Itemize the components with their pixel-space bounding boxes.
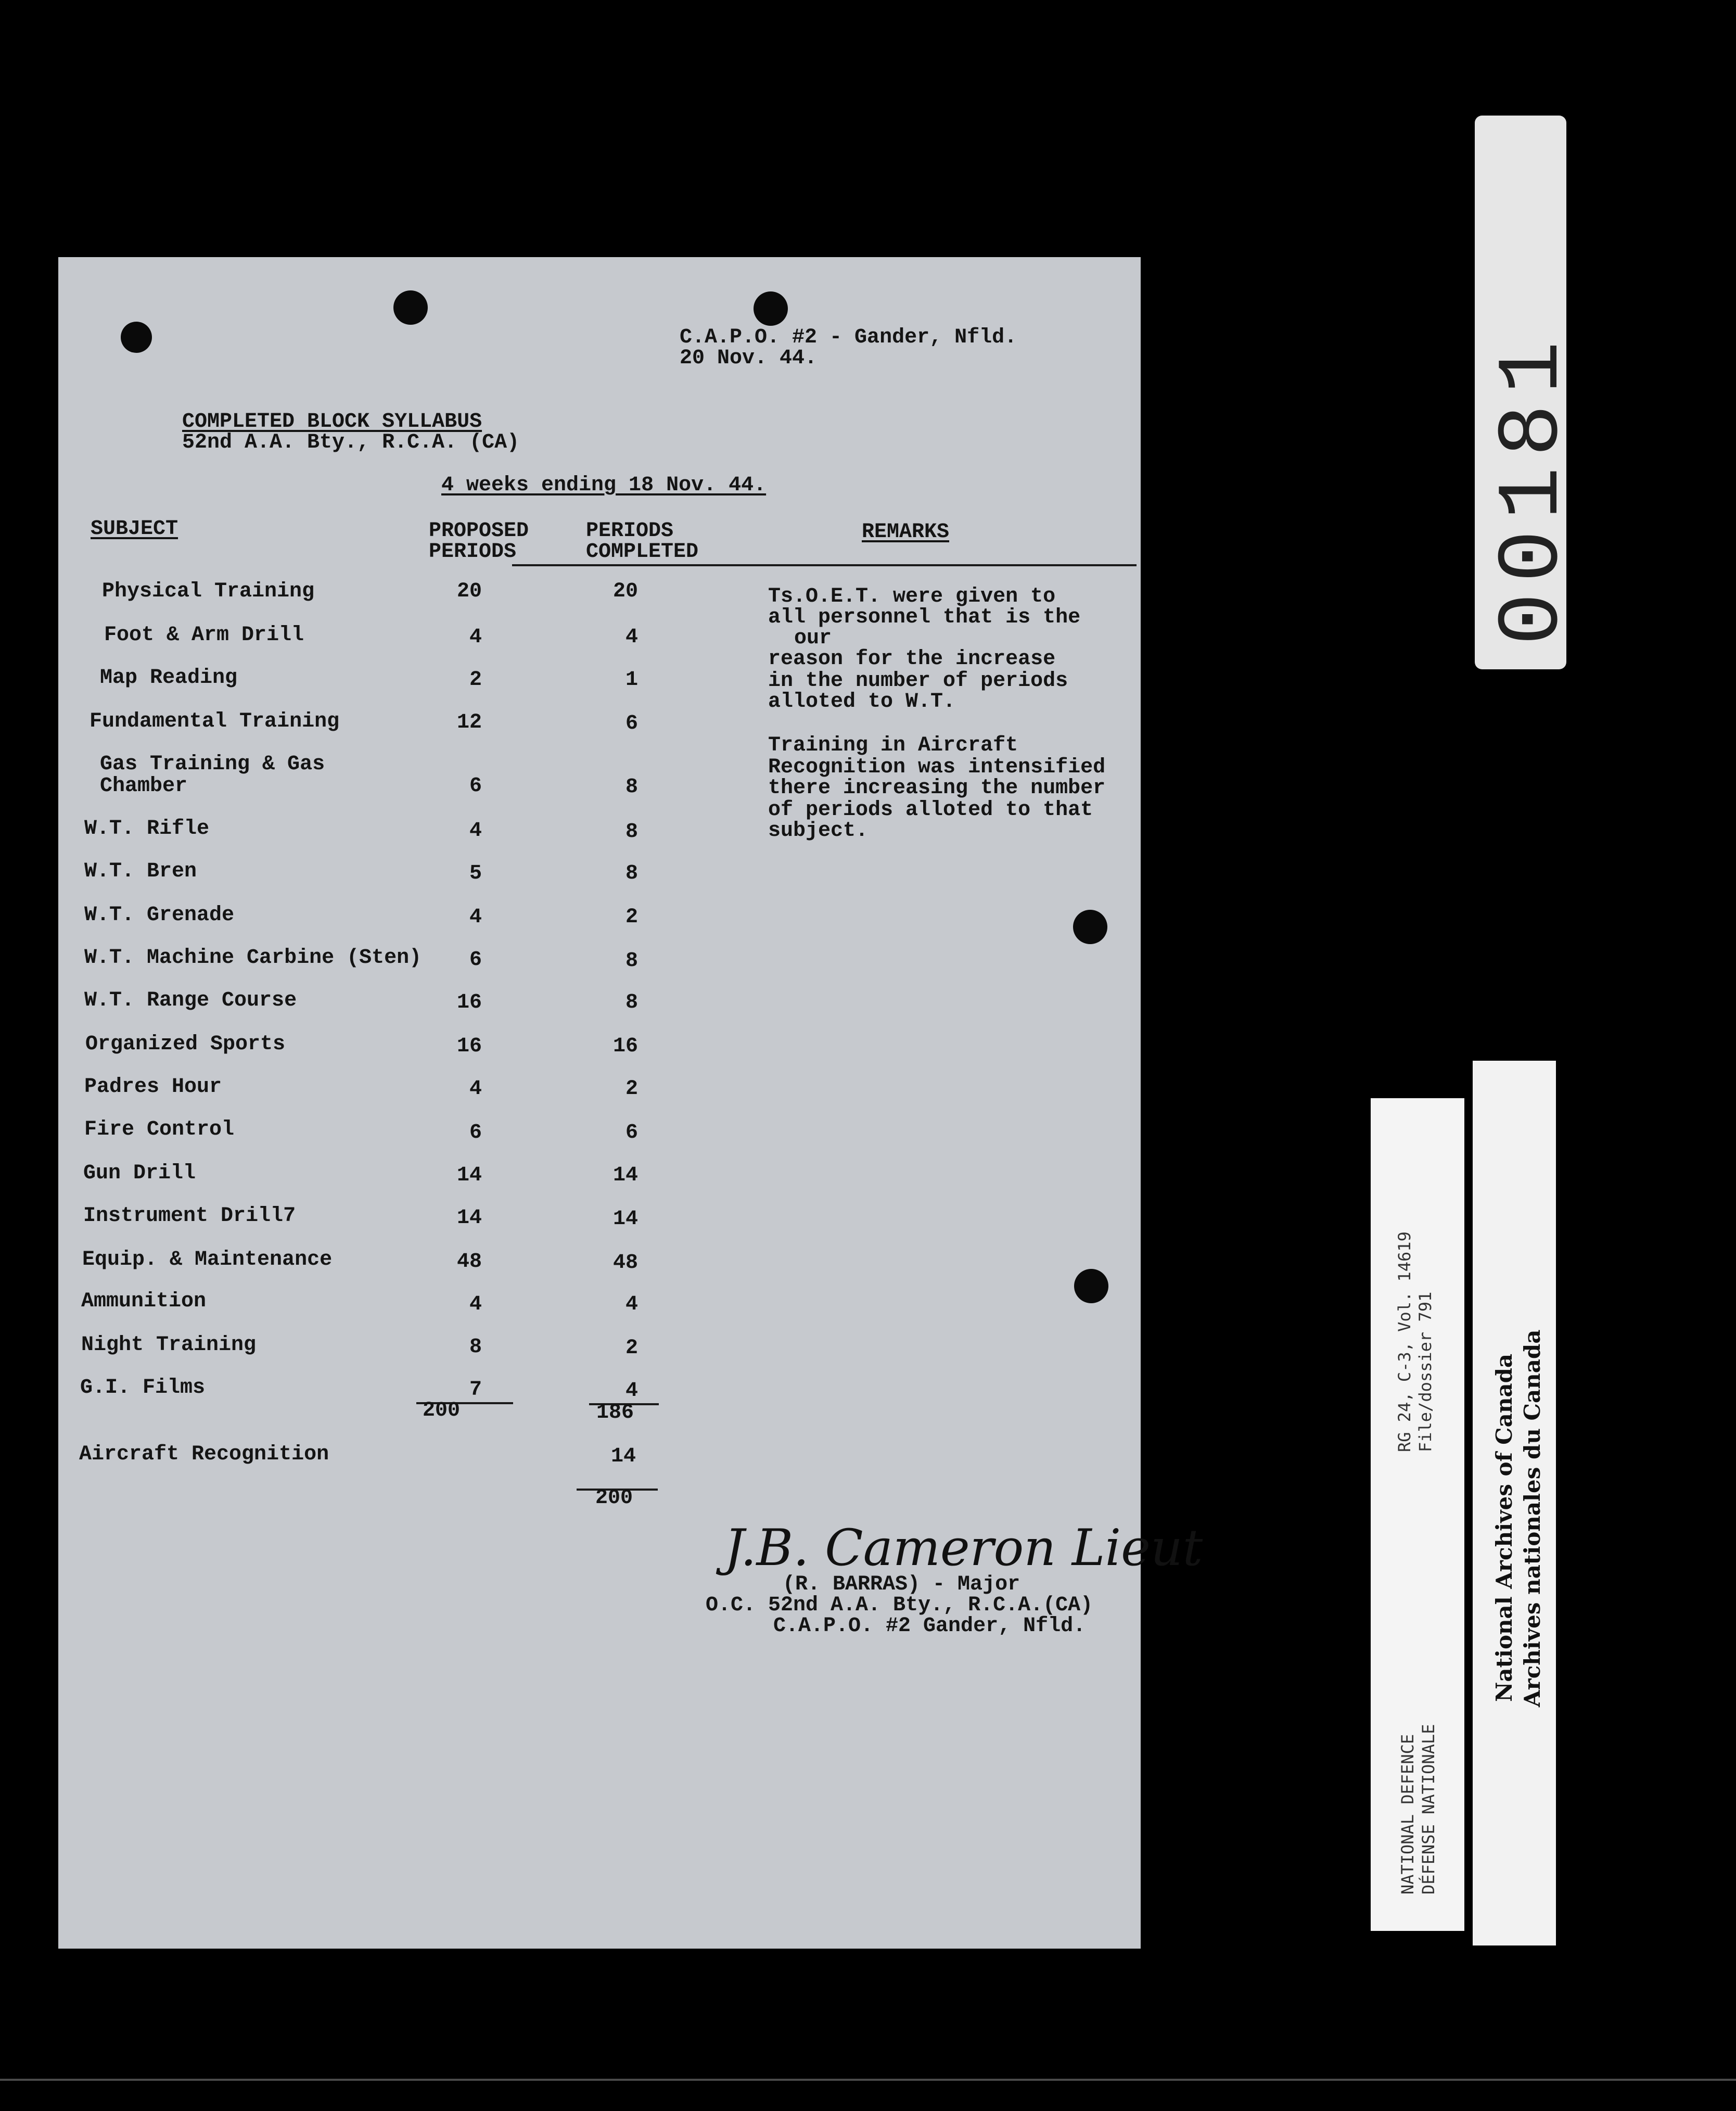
table-row-completed: 8 <box>625 862 638 885</box>
table-row-subject: W.T. Range Course <box>84 989 297 1012</box>
table-row-subject: Physical Training <box>102 580 315 603</box>
table-row-completed: 2 <box>625 1337 638 1360</box>
col-completed: PERIODS <box>586 519 674 543</box>
remarks-insert: our <box>794 627 832 650</box>
header-rule <box>512 564 1137 566</box>
table-row-subject: Instrument Drill7 <box>83 1204 296 1228</box>
archive-file: File/dossier 791 <box>1415 1291 1435 1452</box>
table-row-subject: W.T. Grenade <box>84 904 235 927</box>
table-row-subject: Foot & Arm Drill <box>104 624 304 647</box>
table-row-proposed: 20 <box>456 580 482 603</box>
remarks-line: Training in Aircraft <box>768 734 1018 757</box>
table-row-proposed: 4 <box>469 906 482 929</box>
table-row-subject: G.I. Films <box>80 1376 206 1400</box>
handwritten-signature: J.B. Cameron Lieut <box>724 1519 1203 1577</box>
table-row-proposed: 2 <box>469 668 482 692</box>
table-row-subject: Gas Training & Gas Chamber <box>100 753 325 798</box>
frame-counter: 00181 <box>1484 330 1583 645</box>
table-row-completed: 2 <box>625 906 638 929</box>
table-row-completed: 4 <box>625 1293 638 1316</box>
header-date: 20 Nov. 44. <box>680 347 818 370</box>
document-page <box>58 257 1141 1949</box>
signature-name: (R. BARRAS) - Major <box>783 1573 1020 1596</box>
total-completed: 200 <box>595 1486 633 1510</box>
remarks-line: alloted to W.T. <box>768 690 956 714</box>
table-row-proposed: 16 <box>456 1035 482 1058</box>
period-title: 4 weeks ending 18 Nov. 44. <box>441 474 767 497</box>
remarks-line: all personnel that is the <box>768 606 1081 629</box>
table-row-proposed: 5 <box>469 862 482 885</box>
table-row-subject: Fundamental Training <box>90 710 340 733</box>
table-row-proposed: 8 <box>469 1336 482 1359</box>
col-subject: SUBJECT <box>91 517 178 541</box>
table-row-completed: 6 <box>625 712 638 735</box>
table-row-proposed: 14 <box>456 1164 482 1187</box>
remarks-line: in the number of periods <box>768 669 1068 693</box>
table-row-proposed: 7 <box>469 1378 482 1402</box>
table-row-subject: Ammunition <box>81 1290 207 1313</box>
table-row-subject: W.T. Machine Carbine (Sten) <box>84 946 422 970</box>
table-row-completed: 8 <box>625 775 638 799</box>
table-row-proposed: 6 <box>469 1121 482 1144</box>
table-row-subject: Night Training <box>81 1333 257 1357</box>
table-row-completed: 1 <box>625 668 638 692</box>
remarks-line: Recognition was intensified <box>768 756 1106 779</box>
table-row-subject: Padres Hour <box>84 1075 222 1099</box>
table-row-subject: Equip. & Maintenance <box>82 1248 333 1271</box>
col-proposed-2: PERIODS <box>429 540 517 564</box>
document-title: COMPLETED BLOCK SYLLABUS <box>182 410 482 434</box>
department-name-fr: DÉFENSE NATIONALE <box>1419 1724 1438 1894</box>
nac-name-fr: Archives nationales du Canada <box>1520 1329 1545 1707</box>
col-proposed: PROPOSED <box>429 519 529 543</box>
col-remarks: REMARKS <box>862 520 950 544</box>
table-row-proposed: 4 <box>469 626 482 649</box>
punch-hole <box>754 291 788 326</box>
table-row-completed: 8 <box>625 991 638 1014</box>
table-row-completed: 8 <box>625 949 638 973</box>
signature-location: C.A.P.O. #2 Gander, Nfld. <box>773 1614 1086 1638</box>
department-name: NATIONAL DEFENCE <box>1398 1734 1418 1894</box>
table-row-completed: 20 <box>612 580 638 603</box>
table-row-completed: 2 <box>625 1077 638 1101</box>
remarks-line: reason for the increase <box>768 647 1056 671</box>
table-row-subject: Map Reading <box>100 666 238 690</box>
table-row-subject: Organized Sports <box>85 1033 286 1056</box>
table-row-completed: 6 <box>625 1121 638 1144</box>
table-row-proposed: 12 <box>456 711 482 734</box>
table-row-proposed: 4 <box>469 1293 482 1316</box>
table-row-completed: 16 <box>612 1035 638 1058</box>
punch-hole <box>1073 910 1107 944</box>
archive-reference: RG 24, C-3, Vol. 14619 <box>1395 1231 1414 1452</box>
table-row-completed: 4 <box>625 1379 638 1403</box>
table-row-completed: 14 <box>612 1207 638 1231</box>
remarks-line: there increasing the number <box>768 777 1106 800</box>
table-row-subject: W.T. Bren <box>84 860 197 883</box>
table-row-proposed: 48 <box>456 1250 482 1274</box>
table-row-proposed: 6 <box>469 774 482 798</box>
table-row-subject: Fire Control <box>84 1118 235 1141</box>
signature-unit: O.C. 52nd A.A. Bty., R.C.A.(CA) <box>706 1594 1093 1617</box>
table-row-proposed: 4 <box>469 1077 482 1101</box>
nac-name-en: National Archives of Canada <box>1491 1353 1517 1702</box>
archive-ref-label <box>1371 1098 1464 1931</box>
punch-hole <box>393 290 428 325</box>
remarks-line: of periods alloted to that <box>768 798 1093 822</box>
header-location: C.A.P.O. #2 - Gander, Nfld. <box>680 326 1017 349</box>
table-row-completed: 14 <box>612 1164 638 1187</box>
table-row-completed: 14 <box>610 1445 636 1468</box>
table-row-subject: Gun Drill <box>83 1162 196 1185</box>
film-edge-line <box>0 2079 1736 2081</box>
punch-hole <box>1074 1269 1108 1303</box>
unit-title: 52nd A.A. Bty., R.C.A. (CA) <box>182 431 520 454</box>
remarks-line: subject. <box>768 819 869 843</box>
table-row-proposed: 14 <box>456 1206 482 1230</box>
table-row-subject: W.T. Rifle <box>84 817 210 841</box>
table-row-subject: Aircraft Recognition <box>79 1443 329 1466</box>
subtotal-completed: 186 <box>596 1401 634 1425</box>
table-row-completed: 4 <box>625 626 638 649</box>
table-row-proposed: 6 <box>469 948 482 972</box>
remarks-line: Ts.O.E.T. were given to <box>768 585 1056 608</box>
punch-hole <box>121 322 152 353</box>
col-completed-2: COMPLETED <box>586 540 699 564</box>
table-row-completed: 48 <box>612 1251 638 1275</box>
table-row-completed: 8 <box>625 820 638 844</box>
table-row-proposed: 16 <box>456 991 482 1014</box>
table-row-proposed: 4 <box>469 819 482 843</box>
subtotal-proposed: 200 <box>422 1399 460 1422</box>
